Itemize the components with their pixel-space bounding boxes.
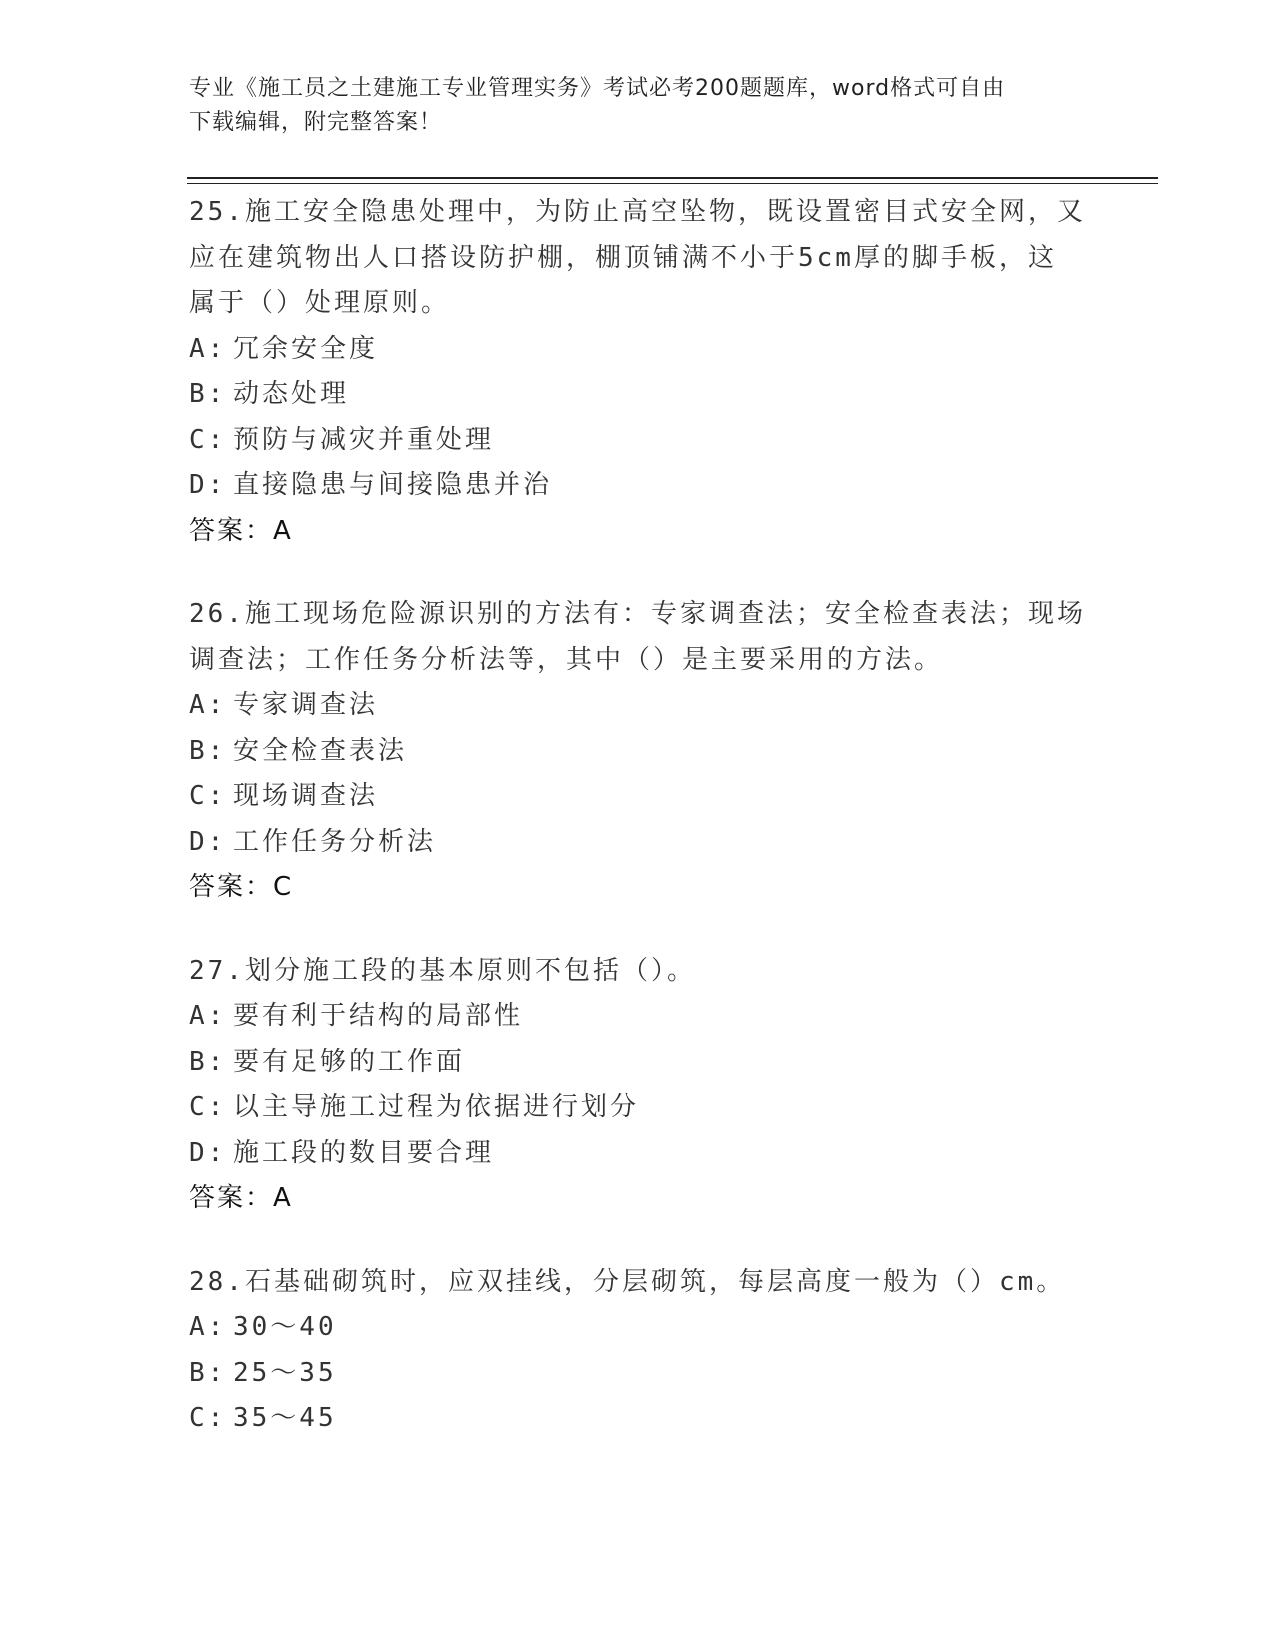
option-key: C: [189, 1403, 227, 1433]
answer-key: 答案：C [189, 872, 294, 902]
option-key: D: [189, 470, 227, 500]
option-key: A: [189, 1312, 227, 1342]
answer-option [189, 1085, 1109, 1131]
option-text: 30～40 [233, 1312, 337, 1342]
question-block [189, 1260, 1109, 1442]
answer-option [189, 1040, 1109, 1086]
option-text: 冗余安全度 [233, 333, 379, 364]
option-key: A: [189, 333, 227, 364]
question-stem-line: 27.划分施工段的基本原则不包括（）。 [189, 955, 696, 986]
answer-option [189, 327, 1109, 373]
answer-option [189, 729, 1109, 775]
option-key: A: [189, 1001, 227, 1031]
answer-option [189, 1351, 1109, 1397]
option-key: C: [189, 1092, 227, 1122]
answer-option [189, 1131, 1109, 1177]
option-key: B: [189, 1357, 227, 1388]
answer-option [189, 372, 1109, 418]
answer-option [189, 463, 1109, 509]
document-header [189, 72, 1089, 140]
answer-option [189, 1305, 1109, 1351]
option-text: 要有利于结构的局部性 [233, 1001, 524, 1031]
header-divider-thin [187, 183, 1158, 184]
option-key: B: [189, 1046, 227, 1077]
answer-option [189, 994, 1109, 1040]
answer-option [189, 1396, 1109, 1442]
option-text: 动态处理 [233, 379, 350, 409]
option-text: 以主导施工过程为依据进行划分 [233, 1092, 640, 1122]
option-text: 施工段的数目要合理 [233, 1137, 495, 1168]
option-key: C: [189, 781, 227, 811]
option-text: 25～35 [233, 1357, 337, 1388]
answer-option [189, 418, 1109, 464]
answer-key: 答案：A [189, 515, 293, 546]
question-stem-line: 25.施工安全隐患处理中，为防止高空坠物，既设置密目式安全网，又 [189, 197, 1086, 227]
answer-option [189, 774, 1109, 820]
question-stem-line: 应在建筑物出人口搭设防护棚，棚顶铺满不小于5cm厚的脚手板，这 [189, 242, 1057, 273]
option-text: 直接隐患与间接隐患并治 [233, 470, 553, 500]
option-key: B: [189, 379, 227, 409]
header-line-2: 下载编辑，附完整答案！ [189, 110, 443, 135]
option-key: B: [189, 735, 227, 766]
option-text: 现场调查法 [233, 781, 379, 811]
option-text: 要有足够的工作面 [233, 1046, 466, 1077]
answer-option [189, 683, 1109, 729]
question-stem-line: 属于（）处理原则。 [189, 288, 451, 318]
option-key: A: [189, 690, 227, 720]
question-block [189, 592, 1109, 911]
option-text: 安全检查表法 [233, 735, 408, 766]
answer-key: 答案：A [189, 1183, 293, 1213]
answer-option [189, 820, 1109, 866]
option-text: 35～45 [233, 1403, 337, 1433]
question-block [189, 190, 1109, 554]
option-text: 专家调查法 [233, 690, 379, 720]
option-text: 工作任务分析法 [233, 826, 437, 857]
option-key: C: [189, 424, 227, 455]
question-stem-line: 调查法；工作任务分析法等，其中（）是主要采用的方法。 [189, 644, 944, 675]
option-text: 预防与减灾并重处理 [233, 424, 495, 455]
question-stem-line: 26.施工现场危险源识别的方法有：专家调查法；安全检查表法；现场 [189, 599, 1086, 629]
question-stem-line: 28.石基础砌筑时，应双挂线，分层砌筑，每层高度一般为（）cm。 [189, 1266, 1066, 1297]
question-list [189, 190, 1109, 1480]
header-line-1: 专业《施工员之土建施工专业管理实务》考试必考200题题库，word格式可自由 [189, 76, 1006, 101]
option-key: D: [189, 1137, 227, 1168]
option-key: D: [189, 826, 227, 857]
header-divider-thick [187, 177, 1158, 179]
question-block [189, 949, 1109, 1222]
